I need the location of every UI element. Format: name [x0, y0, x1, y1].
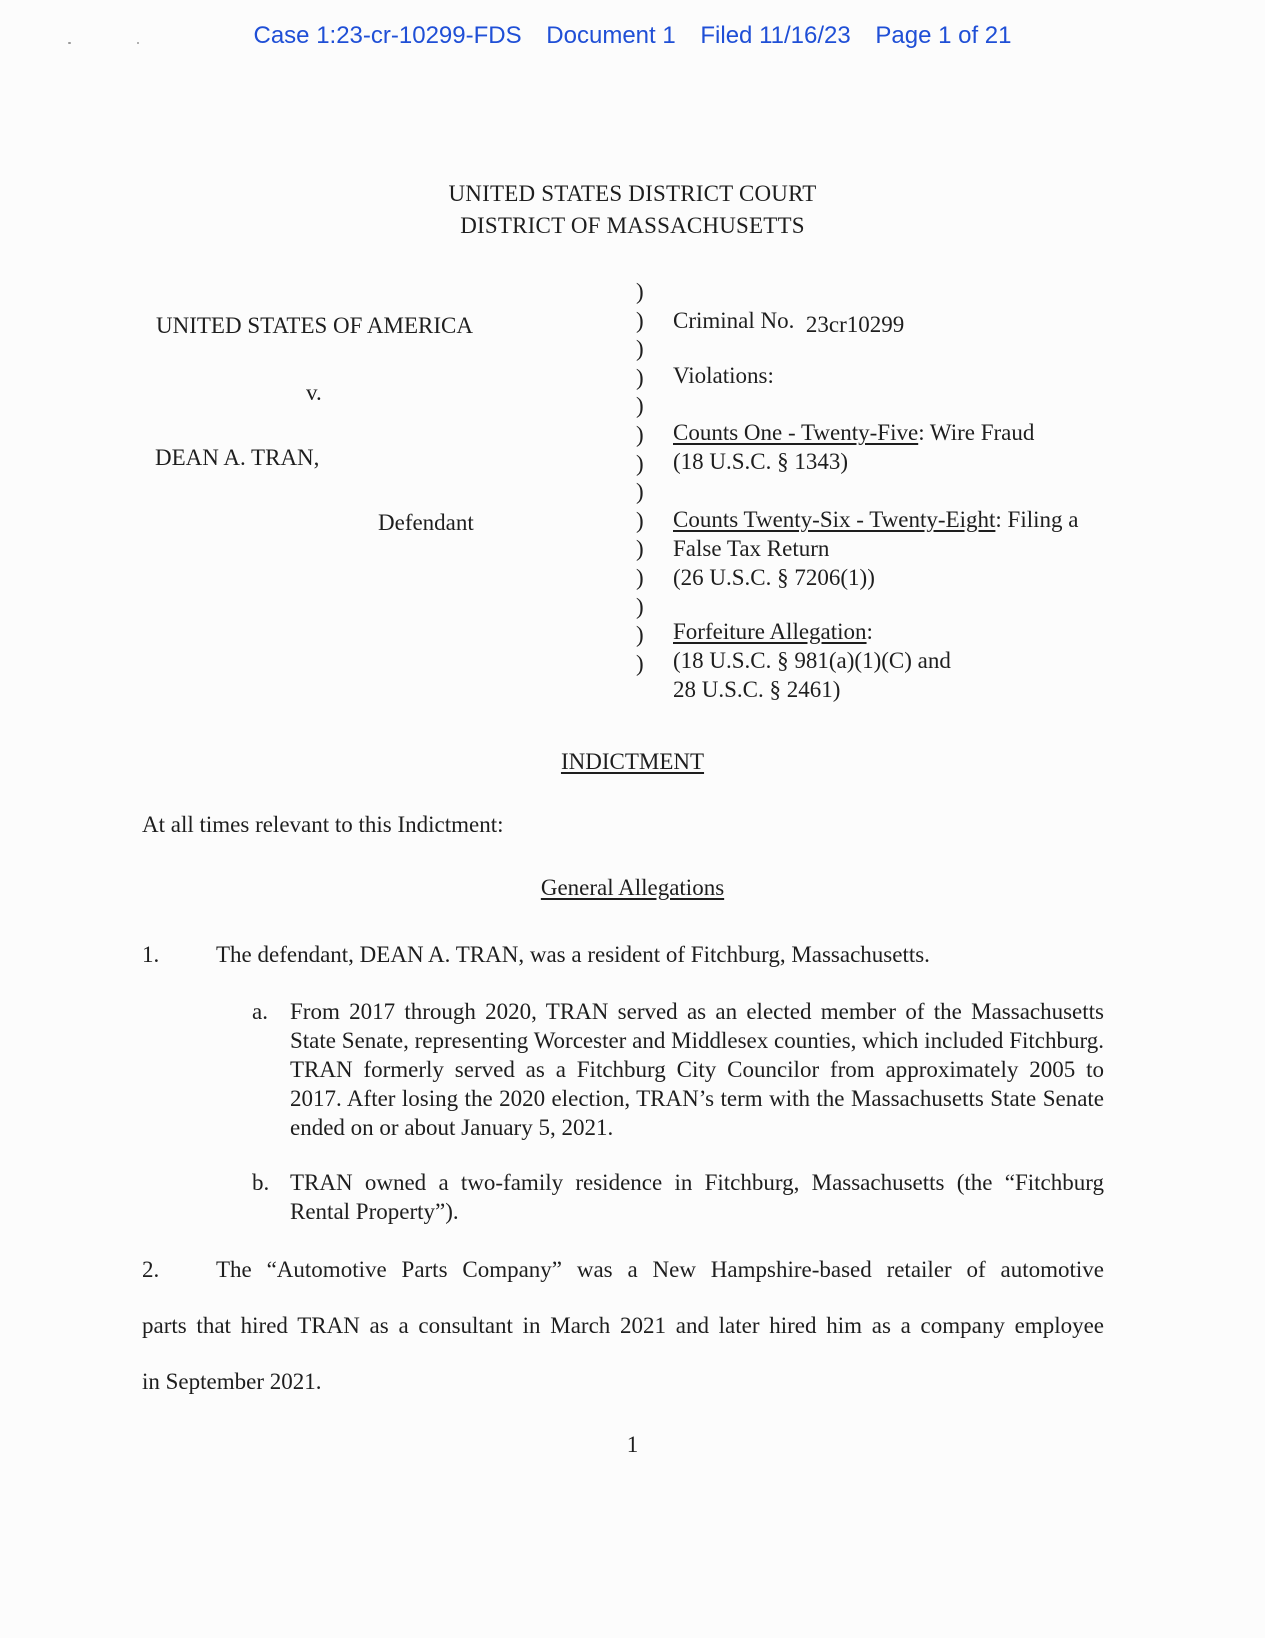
indictment-title-text: INDICTMENT — [560, 749, 705, 774]
count-26-28-block — [673, 505, 1078, 592]
count-26-28-offense-cont: False Tax Return — [673, 536, 830, 561]
caption-paren: ) — [636, 593, 644, 619]
defendant-name: DEAN A. TRAN, — [155, 445, 320, 470]
defendant-role: Defendant — [378, 510, 474, 535]
paragraph-2-line-1: The “Automotive Parts Company” was a New Hampshire-based retailer of automotive — [216, 1257, 1104, 1282]
caption-paren: ) — [636, 536, 644, 562]
count-26-28-offense: : Filing a — [995, 507, 1079, 532]
caption-paren: ) — [636, 279, 644, 304]
violations-label: Violations: — [673, 363, 774, 388]
count-1-25-heading: Counts One - Twenty-Five — [673, 420, 919, 445]
filed-date-stamp: Filed 11/16/23 — [700, 22, 851, 49]
forfeiture-block — [673, 617, 951, 704]
versus-label: v. — [306, 380, 322, 405]
caption-paren: ) — [636, 450, 644, 476]
general-allegations-text: General Allegations — [540, 875, 725, 900]
criminal-number-label: Criminal No. — [673, 308, 795, 333]
count-1-25-block — [673, 418, 1034, 476]
paragraph-1-text: The defendant, DEAN A. TRAN, was a resident of Fitchburg, Massachusetts. — [216, 942, 930, 967]
forfeiture-statute-1: (18 U.S.C. § 981(a)(1)(C) and — [673, 648, 951, 673]
caption-paren: ) — [636, 479, 644, 505]
indictment-title — [0, 749, 1265, 775]
count-26-28-statute: (26 U.S.C. § 7206(1)) — [673, 565, 875, 590]
paragraph-2-number: 2. — [142, 1257, 160, 1282]
paragraph-2-line-2: parts that hired TRAN as a consultant in March 2021 and later hired him as a company employee — [142, 1313, 1104, 1338]
criminal-number-line — [673, 306, 904, 335]
count-1-25-statute: (18 U.S.C. § 1343) — [673, 449, 849, 474]
caption-paren: ) — [636, 622, 644, 648]
paragraph-1b-label: b. — [252, 1170, 270, 1195]
caption-paren: ) — [636, 421, 644, 447]
count-1-25-offense: : Wire Fraud — [918, 420, 1035, 445]
caption-divider — [636, 278, 644, 678]
caption-paren: ) — [636, 650, 644, 676]
indictment-intro: At all times relevant to this Indictment: — [142, 812, 504, 837]
paragraph-2-line-3: in September 2021. — [142, 1369, 322, 1394]
count-26-28-heading: Counts Twenty-Six - Twenty-Eight — [673, 507, 996, 532]
document-number-stamp: Document 1 — [546, 22, 676, 49]
caption-paren: ) — [636, 393, 644, 419]
paragraph-1-number: 1. — [142, 942, 160, 967]
paragraph-1b-text: TRAN owned a two-family residence in Fitchburg, Massachusetts (the “Fitchburg Rental Property”). — [290, 1170, 1104, 1224]
caption-paren: ) — [636, 364, 644, 390]
page-count-stamp: Page 1 of 21 — [875, 22, 1012, 49]
court-district: DISTRICT OF MASSACHUSETTS — [460, 213, 805, 238]
plaintiff-name: UNITED STATES OF AMERICA — [156, 313, 473, 338]
caption-paren: ) — [636, 564, 644, 590]
paragraph-1a-label: a. — [252, 999, 268, 1024]
forfeiture-heading: Forfeiture Allegation — [673, 619, 867, 644]
caption-paren: ) — [636, 336, 644, 362]
forfeiture-colon: : — [866, 619, 873, 644]
court-name: UNITED STATES DISTRICT COURT — [448, 181, 817, 206]
ecf-header-stamp — [0, 22, 1265, 50]
forfeiture-statute-2: 28 U.S.C. § 2461) — [673, 677, 841, 702]
caption-paren: ) — [636, 507, 644, 533]
case-number-stamp: Case 1:23-cr-10299-FDS — [253, 22, 522, 49]
page-number: 1 — [626, 1432, 639, 1457]
caption-paren: ) — [636, 307, 644, 333]
general-allegations-heading — [0, 875, 1265, 901]
paragraph-1a-text: From 2017 through 2020, TRAN served as an elected member of the Massachusetts State Senate, representing Worcester and Middlesex counties, which included Fitchburg. TRAN formerly served as a Fitchburg City Councilor from approximately 2005 to 2017. After losing the 2020 election, TRAN’s term with the Massachusetts State Senate ended on or about January 5, 2021. — [290, 999, 1104, 1140]
criminal-number-value: 23cr10299 — [805, 312, 905, 337]
